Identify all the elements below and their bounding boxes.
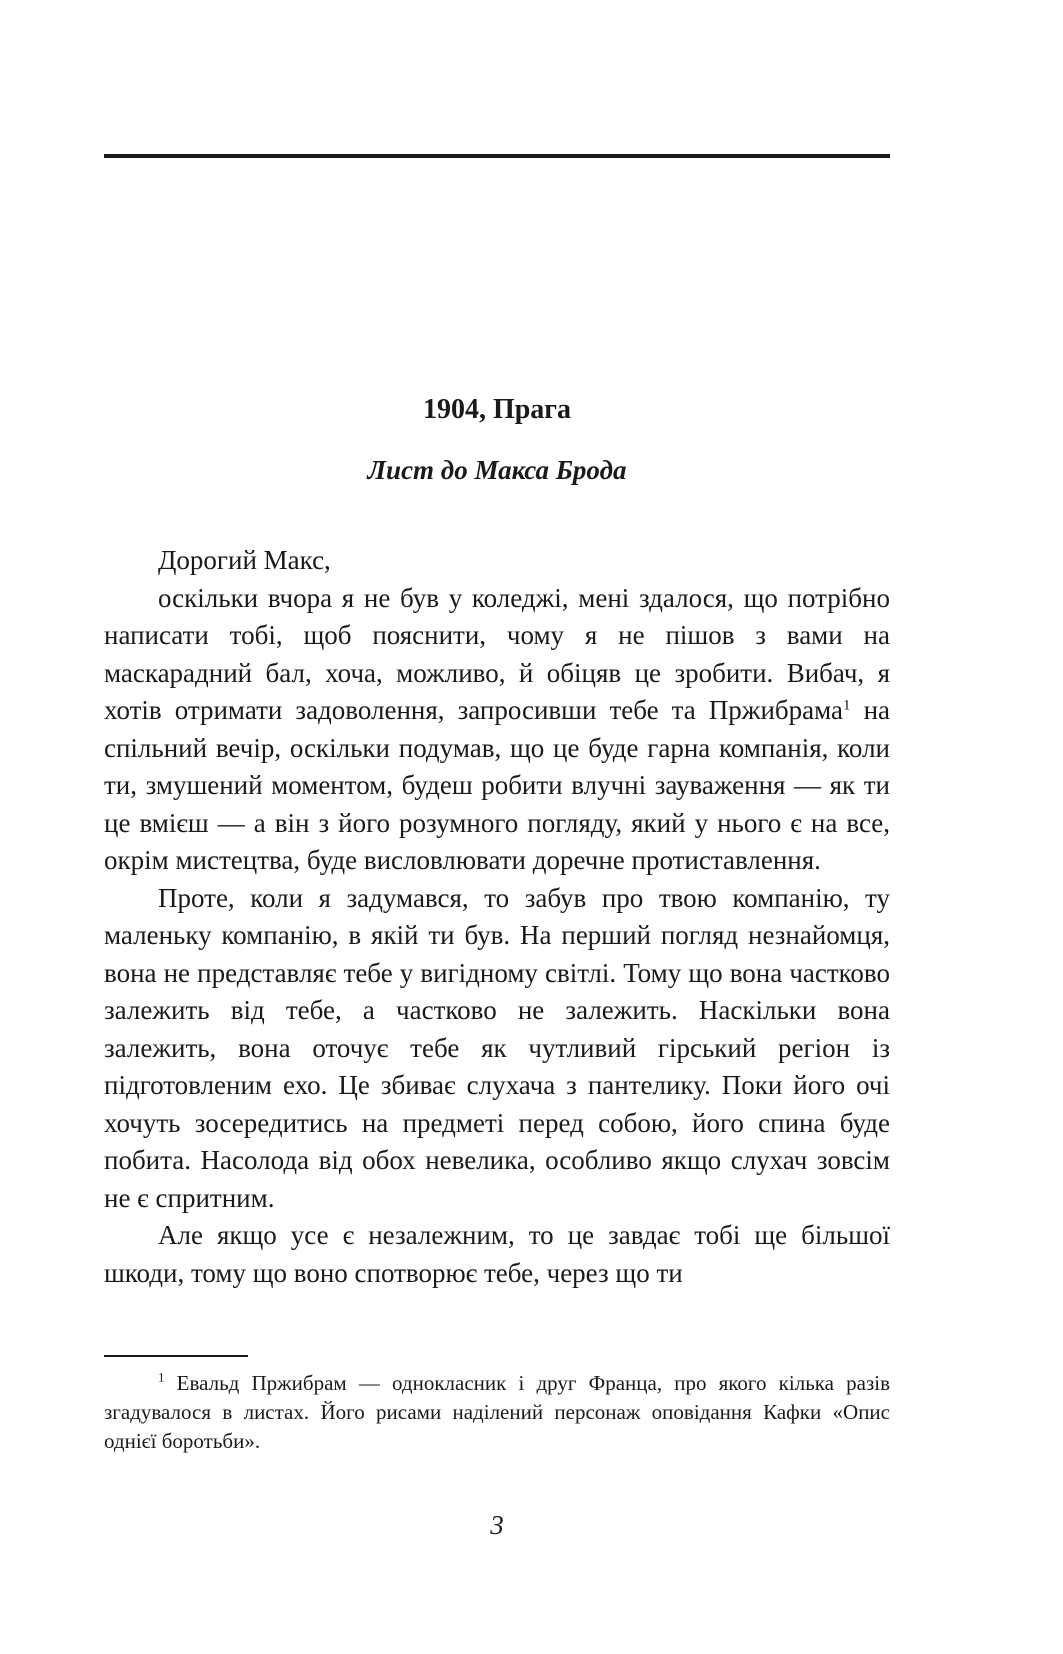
footnote-marker: 1 xyxy=(158,1369,165,1385)
paragraph-1-text-a: оскільки вчора я не був у коледжі, мені здалося, що потрібно написати тобі, щоб пояснити, чому я не пішов з вами на маскарадний бал, хоча, можливо, й обіцяв це зробити. Вибач, я хотів отримати задоволення, запросивши тебе та Пржибрама xyxy=(104,582,890,725)
footnote-reference[interactable]: 1 xyxy=(843,697,851,714)
letter-paragraph-1 xyxy=(104,580,890,880)
letter-paragraph-3: Але якщо усе є незалежним, то це завдає тобі ще більшої шкоди, тому що воно спотворює тебе, через що ти xyxy=(104,1220,890,1288)
footnote xyxy=(104,1369,890,1456)
footnote-text: Евальд Пржибрам — однокласник і друг Франца, про якого кілька разів згадувалося в листах. Його рисами наділений персонаж оповідання Кафки «Опис однієї боротьби». xyxy=(104,1371,890,1453)
letter-body xyxy=(104,542,890,1292)
chapter-title: 1904, Прага xyxy=(422,394,572,425)
letter-paragraph-2: Проте, коли я задумався, то забув про твою компанію, ту маленьку компанію, в якій ти був. На перший погляд незнайомця, вона не представляє тебе у вигідному світлі. Тому що вона частково залежить від тебе, а частково не залежить. Наскільки вона залежить, вона оточує тебе як чутливий гірський регіон із підготовленим ехо. Це збиває слухача з пантелику. Поки його очі хочуть зосередитись на предметі перед собою, його спина буде побита. Насолода від обох невелика, особливо якщо слухач зовсім не є спритним. xyxy=(104,882,890,1213)
chapter-subtitle: Лист до Макса Брода xyxy=(367,455,627,485)
footnote-rule xyxy=(104,1355,248,1357)
top-rule xyxy=(104,154,890,158)
paragraph-1-text-b: на спільний вечір, оскільки подумав, що це буде гарна компанія, коли ти, змушений моментом, будеш робити влучні зауваження — як ти це вмієш — а він з його розумного погляду, який у нього є на все, окрім мистецтва, буде висловлювати доречне протиставлення. xyxy=(104,695,891,875)
page-number: 3 xyxy=(490,1510,504,1540)
letter-salutation: Дорогий Макс, xyxy=(158,545,331,575)
